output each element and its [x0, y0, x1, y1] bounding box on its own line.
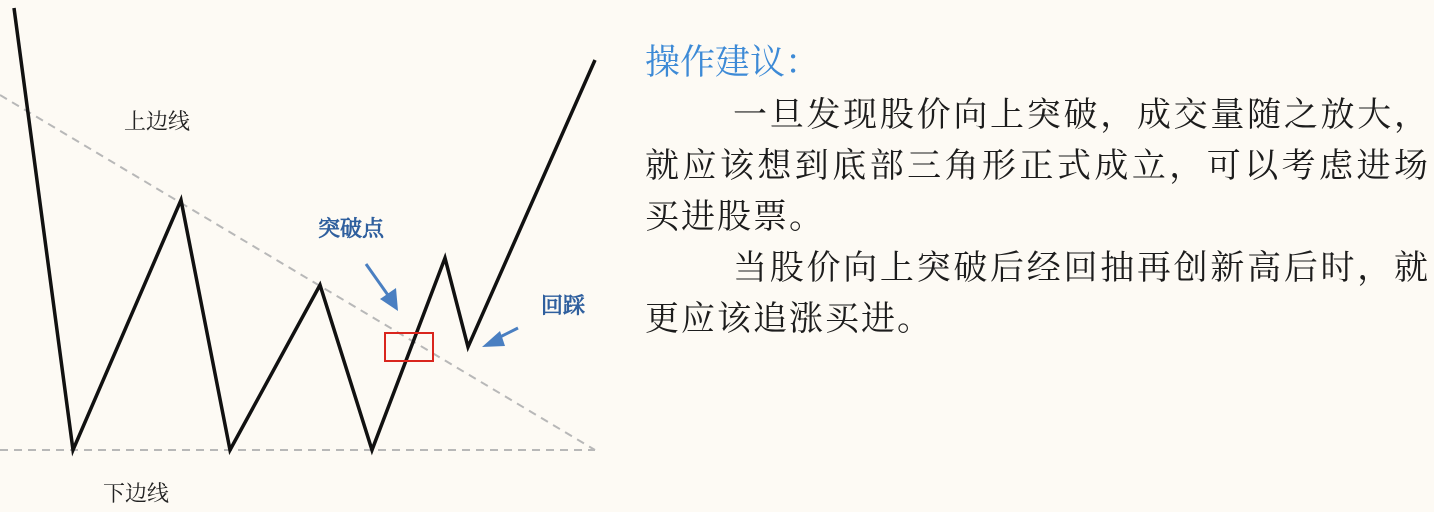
lower-line-label: 下边线 — [103, 482, 170, 507]
price-line — [14, 8, 595, 450]
advice-paragraph-1: 一旦发现股价向上突破，成交量随之放大，就应该想到底部三角形正式成立，可以考虑进场买进股票。 — [645, 95, 1430, 237]
advice-panel — [645, 40, 1430, 345]
pullback-arrow-icon — [482, 328, 518, 347]
pullback-label: 回踩 — [541, 294, 586, 319]
breakout-arrow-icon — [366, 264, 398, 311]
triangle-breakout-diagram — [0, 0, 630, 512]
upper-line-label: 上边线 — [124, 110, 191, 135]
advice-paragraph-2: 当股价向上突破后经回抽再创新高后时，就更应该追涨买进。 — [645, 248, 1430, 339]
advice-title: 操作建议： — [645, 43, 821, 83]
breakout-point-label: 突破点 — [318, 217, 385, 242]
upper-trend-line — [0, 95, 595, 450]
